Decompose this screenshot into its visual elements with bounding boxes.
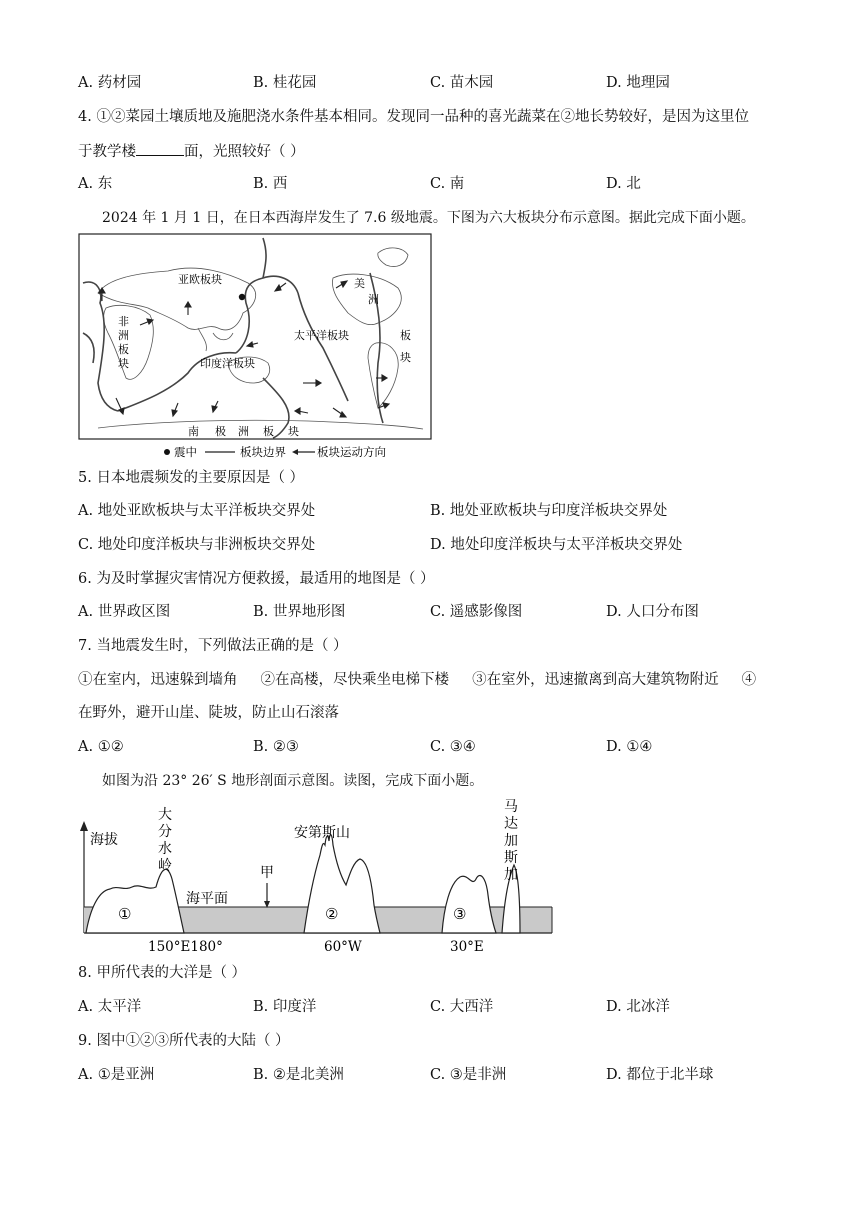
label-antarctic-plate-4: 板 <box>263 425 274 438</box>
q8-option-a: A. 太平洋 <box>78 999 142 1015</box>
label-sea-level: 海平面 <box>186 891 228 907</box>
label-continent-3: ③ <box>453 905 467 923</box>
q8-option-d: D. 北冰洋 <box>606 999 670 1015</box>
answer-blank <box>136 141 184 156</box>
q5-option-c: C. 地处印度洋板块与非洲板块交界处 <box>78 537 316 553</box>
q3-option-b: B. 桂花园 <box>253 75 317 91</box>
label-madagascar-2: 达 <box>504 816 518 832</box>
q5-option-b: B. 地处亚欧板块与印度洋板块交界处 <box>430 503 668 519</box>
label-antarctic-plate-3: 洲 <box>238 425 249 438</box>
label-eurasian-plate: 亚欧板块 <box>178 273 222 286</box>
terrain-profile-figure <box>78 795 556 955</box>
label-madagascar-5: 加 <box>504 867 518 883</box>
label-indian-plate: 印度洋板块 <box>200 357 255 370</box>
continent-1 <box>86 869 184 933</box>
label-andes: 安第斯山 <box>294 825 350 841</box>
q6-stem: 6. 为及时掌握灾害情况方便救援，最适用的地图是（ ） <box>78 571 435 587</box>
q3-option-d: D. 地理园 <box>606 75 670 91</box>
label-jia: 甲 <box>260 865 274 881</box>
q9-option-d: D. 都位于北半球 <box>606 1067 714 1083</box>
q4-option-a: A. 东 <box>78 176 113 192</box>
q5-option-d: D. 地处印度洋板块与太平洋板块交界处 <box>430 537 683 553</box>
label-american-plate-3: 板 <box>400 329 411 342</box>
label-african-plate-3: 板 <box>118 343 129 356</box>
q6-option-d: D. 人口分布图 <box>606 604 699 620</box>
q6-option-b: B. 世界地形图 <box>253 604 346 620</box>
label-antarctic-plate-2: 极 <box>215 425 226 438</box>
q6-option-a: A. 世界政区图 <box>78 604 171 620</box>
q7-option-b: B. ②③ <box>253 739 299 755</box>
section-intro-earthquake: 2024 年 1 月 1 日，在日本西海岸发生了 7.6 级地震。下图为六大板块分布示意图。据此完成下面小题。 <box>102 210 755 226</box>
q4-stem-line1: 4. ①②菜园土壤质地及施肥浇水条件基本相同。发现同一品种的喜光蔬菜在②地长势较好，是因为这里位 <box>78 109 749 125</box>
label-antarctic-plate-1: 南 <box>188 425 199 438</box>
q9-option-a: A. ①是亚洲 <box>78 1067 155 1083</box>
q4-option-c: C. 南 <box>430 176 465 192</box>
q8-option-c: C. 大西洋 <box>430 999 494 1015</box>
q6-option-c: C. 遥感影像图 <box>430 604 523 620</box>
q7-option-a: A. ①② <box>78 739 124 755</box>
label-madagascar-4: 斯 <box>504 850 518 866</box>
q8-stem: 8. 甲所代表的大洋是（ ） <box>78 965 247 981</box>
legend-epicenter-dot <box>164 449 170 455</box>
x-tick-150e-180: 150°E180° <box>148 939 223 955</box>
q9-option-c: C. ③是非洲 <box>430 1067 507 1083</box>
q7-statements-line1: ①在室内，迅速躲到墙角 ②在高楼，尽快乘坐电梯下楼 ③在室外，迅速撤离到高大建筑物附近 ④ <box>78 672 757 688</box>
label-madagascar-1: 马 <box>504 799 518 815</box>
section-intro-profile: 如图为沿 23° 26′ S 地形剖面示意图。读图，完成下面小题。 <box>102 773 484 789</box>
label-madagascar-3: 加 <box>504 833 518 849</box>
q7-statements-line2: 在野外，避开山崖、陡坡，防止山石滚落 <box>78 705 339 721</box>
label-divide-2: 分 <box>158 824 172 840</box>
profile-y-axis-arrow <box>80 821 88 831</box>
label-divide-4: 岭 <box>158 858 172 874</box>
q7-stem: 7. 当地震发生时，下列做法正确的是（ ） <box>78 638 348 654</box>
legend-arrow-head <box>292 449 298 455</box>
label-divide-1: 大 <box>158 807 172 823</box>
legend-epicenter-label: 震中 <box>174 445 197 459</box>
plate-map-figure <box>78 233 434 461</box>
legend-motion-label: 板块运动方向 <box>317 445 386 459</box>
q4-option-d: D. 北 <box>606 176 641 192</box>
x-tick-60w: 60°W <box>324 939 362 955</box>
continent-3 <box>442 876 496 933</box>
q9-option-b: B. ②是北美洲 <box>253 1067 344 1083</box>
continent-2 <box>304 835 380 933</box>
q4-stem-line2: 于教学楼 面，光照较好（ ） <box>78 141 305 162</box>
label-antarctic-plate-5: 块 <box>288 425 299 438</box>
label-pacific-plate: 太平洋板块 <box>294 329 349 342</box>
q5-option-a: A. 地处亚欧板块与太平洋板块交界处 <box>78 503 316 519</box>
epicenter-marker <box>239 294 245 300</box>
label-continent-2: ② <box>325 905 339 923</box>
label-african-plate-4: 块 <box>118 357 129 370</box>
q3-option-a: A. 药材园 <box>78 75 142 91</box>
label-american-plate-1: 美 <box>354 277 365 290</box>
q5-stem: 5. 日本地震频发的主要原因是（ ） <box>78 470 305 486</box>
label-continent-1: ① <box>118 905 132 923</box>
x-tick-30e: 30°E <box>450 939 484 955</box>
q8-option-b: B. 印度洋 <box>253 999 317 1015</box>
legend-boundary-label: 板块边界 <box>240 445 286 459</box>
label-american-plate-4: 块 <box>400 351 411 364</box>
label-african-plate-2: 洲 <box>118 329 129 342</box>
q3-option-c: C. 苗木园 <box>430 75 494 91</box>
label-american-plate-2: 洲 <box>368 293 379 306</box>
profile-y-axis-label: 海拔 <box>90 832 118 848</box>
q7-option-d: D. ①④ <box>606 739 653 755</box>
q7-option-c: C. ③④ <box>430 739 476 755</box>
q4-option-b: B. 西 <box>253 176 288 192</box>
q9-stem: 9. 图中①②③所代表的大陆（ ） <box>78 1033 290 1049</box>
label-african-plate-1: 非 <box>118 315 129 328</box>
label-divide-3: 水 <box>158 841 172 857</box>
